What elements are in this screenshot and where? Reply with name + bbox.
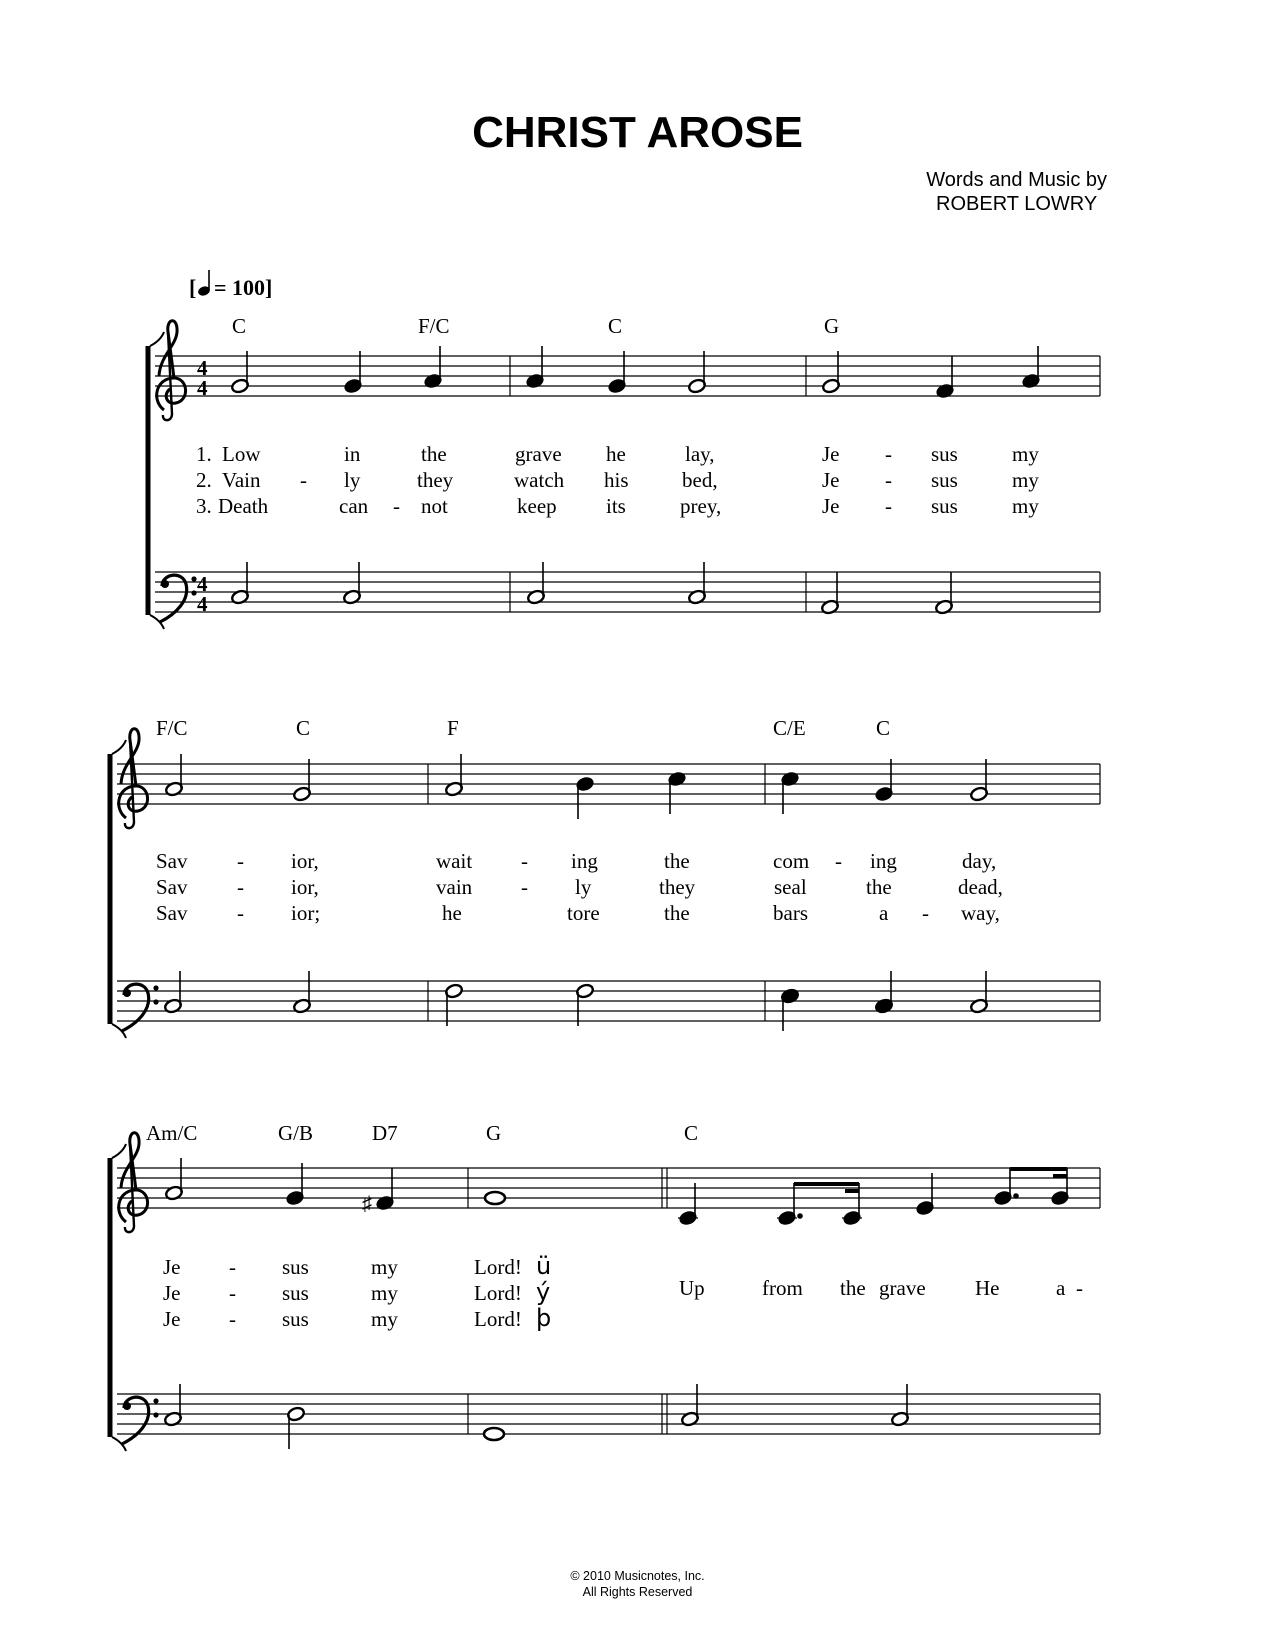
lyric-syllable: ior;	[291, 901, 321, 925]
lyrics-verse-3	[196, 494, 1039, 518]
lyric-syllable: Lord!	[474, 1255, 522, 1279]
lyric-syllable: not	[421, 494, 448, 518]
tempo-marking	[189, 270, 272, 300]
lyric-syllable: sus	[931, 468, 958, 492]
system-1	[148, 314, 1100, 629]
tempo-value: = 100]	[214, 275, 273, 300]
lyric-syllable: Vain	[222, 468, 261, 492]
lyric-hyphen: -	[229, 1255, 236, 1279]
lyrics-verse-2	[196, 468, 1039, 492]
chord-symbol: F/C	[156, 716, 188, 740]
lyric-syllable: in	[344, 442, 361, 466]
lyric-syllable: my	[371, 1307, 398, 1331]
bass-notes	[231, 562, 954, 615]
lyric-syllable: my	[1012, 468, 1039, 492]
lyric-syllable: the	[664, 849, 690, 873]
lyric-syllable: my	[1012, 494, 1039, 518]
lyric-syllable: its	[606, 494, 626, 518]
lyric-syllable: dead,	[958, 875, 1003, 899]
lyric-hyphen: -	[922, 901, 929, 925]
lyric-syllable: wait	[436, 849, 473, 873]
lyric-syllable: sus	[931, 494, 958, 518]
lyric-syllable: keep	[517, 494, 557, 518]
lyric-syllable: my	[371, 1255, 398, 1279]
lyric-hyphen: -	[300, 468, 307, 492]
lyric-syllable: Je	[822, 494, 840, 518]
lyric-syllable: the	[866, 875, 892, 899]
lyric-syllable: com	[773, 849, 810, 873]
chord-symbol: C/E	[773, 716, 806, 740]
lyric-syllable: watch	[514, 468, 565, 492]
lyric-syllable: can	[339, 494, 369, 518]
lyric-syllable: sus	[931, 442, 958, 466]
lyric-syllable: ly	[575, 875, 592, 899]
lyric-syllable: seal	[774, 875, 807, 899]
lyric-hyphen: -	[521, 849, 528, 873]
lyric-syllable: Sav	[156, 849, 188, 873]
chord-symbol: G	[824, 314, 840, 338]
treble-notes	[231, 346, 1041, 399]
lyric-hyphen: -	[885, 468, 892, 492]
lyric-syllable: prey,	[680, 494, 722, 518]
lyric-hyphen: -	[885, 442, 892, 466]
brace-glyph: ý	[536, 1278, 551, 1306]
lyrics-verse-1	[196, 442, 1039, 466]
lyric-syllable: Lord!	[474, 1281, 522, 1305]
lyric-syllable: Sav	[156, 901, 188, 925]
verse-number: 2.	[196, 468, 212, 492]
chord-symbol: Am/C	[146, 1121, 198, 1145]
lyrics-verse-1	[156, 849, 996, 873]
lyric-syllable: lay,	[685, 442, 715, 466]
lyric-syllable: vain	[436, 875, 473, 899]
lyric-syllable: Je	[163, 1281, 181, 1305]
lyric-syllable: tore	[567, 901, 600, 925]
lyric-syllable: Je	[822, 468, 840, 492]
chord-symbol: G/B	[278, 1121, 314, 1145]
rights-line: All Rights Reserved	[582, 1585, 693, 1599]
chord-symbol: C	[608, 314, 623, 338]
lyric-hyphen: -	[237, 875, 244, 899]
lyric-syllable: ing	[571, 849, 598, 873]
lyric-syllable: my	[371, 1281, 398, 1305]
svg-text:4: 4	[197, 572, 208, 596]
lyric-syllable: ior,	[291, 875, 319, 899]
lyric-syllable: he	[606, 442, 626, 466]
credit-line: Words and Music by	[926, 169, 1107, 191]
lyric-hyphen: -	[1076, 1276, 1083, 1300]
lyric-syllable: Death	[218, 494, 269, 518]
lyric-syllable: ior,	[291, 849, 319, 873]
lyric-syllable: the	[840, 1276, 866, 1300]
lyrics-verse-2	[156, 875, 1003, 899]
lyric-hyphen: -	[885, 494, 892, 518]
lyric-syllable: grave	[879, 1276, 926, 1300]
lyric-syllable: Low	[222, 442, 261, 466]
chord-symbol: C	[876, 716, 891, 740]
lyric-syllable: ing	[870, 849, 897, 873]
lyric-syllable: he	[442, 901, 462, 925]
verse-number: 3.	[196, 494, 212, 518]
svg-text:4: 4	[197, 376, 208, 400]
chord-symbol: F	[447, 716, 459, 740]
lyric-syllable: Je	[822, 442, 840, 466]
lyric-syllable: day,	[962, 849, 997, 873]
lyric-syllable: He	[975, 1276, 1000, 1300]
lyric-syllable: sus	[282, 1281, 309, 1305]
lyrics-refrain	[679, 1276, 1083, 1300]
song-title: CHRIST AROSE	[472, 108, 803, 157]
lyric-hyphen: -	[393, 494, 400, 518]
lyric-syllable: grave	[515, 442, 562, 466]
lyric-syllable: they	[659, 875, 696, 899]
lyric-hyphen: -	[237, 901, 244, 925]
lyric-syllable: Up	[679, 1276, 705, 1300]
chord-symbol: C	[232, 314, 247, 338]
lyric-syllable: sus	[282, 1255, 309, 1279]
lyric-syllable: sus	[282, 1307, 309, 1331]
verse-number: 1.	[196, 442, 212, 466]
svg-text:4: 4	[197, 592, 208, 616]
lyric-syllable: Je	[163, 1307, 181, 1331]
brace-glyph: þ	[536, 1304, 552, 1332]
lyric-hyphen: -	[229, 1307, 236, 1331]
lyric-syllable: a	[1056, 1276, 1066, 1300]
lyric-syllable: a	[879, 901, 889, 925]
lyric-hyphen: -	[835, 849, 842, 873]
copyright-notice	[0, 1568, 1275, 1600]
lyrics-verse-2	[163, 1278, 550, 1306]
lyrics-verse-1	[163, 1252, 551, 1280]
lyrics-verse-3	[163, 1304, 551, 1332]
lyric-hyphen: -	[229, 1281, 236, 1305]
chord-symbol: C	[684, 1121, 699, 1145]
lyric-syllable: ly	[344, 468, 361, 492]
system-3	[110, 1121, 1100, 1451]
lyric-syllable: my	[1012, 442, 1039, 466]
lyric-syllable: the	[664, 901, 690, 925]
lyric-syllable: the	[421, 442, 447, 466]
lyric-syllable: Sav	[156, 875, 188, 899]
lyric-syllable: Lord!	[474, 1307, 522, 1331]
copyright-line: © 2010 Musicnotes, Inc.	[570, 1569, 705, 1583]
system-2	[110, 716, 1100, 1038]
lyric-syllable: from	[762, 1276, 803, 1300]
chord-symbol: F/C	[418, 314, 450, 338]
lyric-syllable: bars	[773, 901, 808, 925]
tempo-bracket: [	[189, 275, 197, 300]
sharp-accidental-icon: ♯	[362, 1193, 372, 1215]
lyric-hyphen: -	[521, 875, 528, 899]
lyric-syllable: they	[417, 468, 454, 492]
chord-symbol: G	[486, 1121, 502, 1145]
lyric-syllable: Je	[163, 1255, 181, 1279]
lyrics-verse-3	[156, 901, 1000, 925]
lyric-syllable: bed,	[682, 468, 718, 492]
time-signature: 4	[197, 356, 208, 380]
lyric-hyphen: -	[237, 849, 244, 873]
composer-name: ROBERT LOWRY	[936, 193, 1098, 215]
brace-glyph: ü	[536, 1252, 552, 1280]
chord-symbol: C	[296, 716, 311, 740]
lyric-syllable: his	[604, 468, 629, 492]
chord-symbol: D7	[372, 1121, 398, 1145]
lyric-syllable: way,	[961, 901, 1000, 925]
